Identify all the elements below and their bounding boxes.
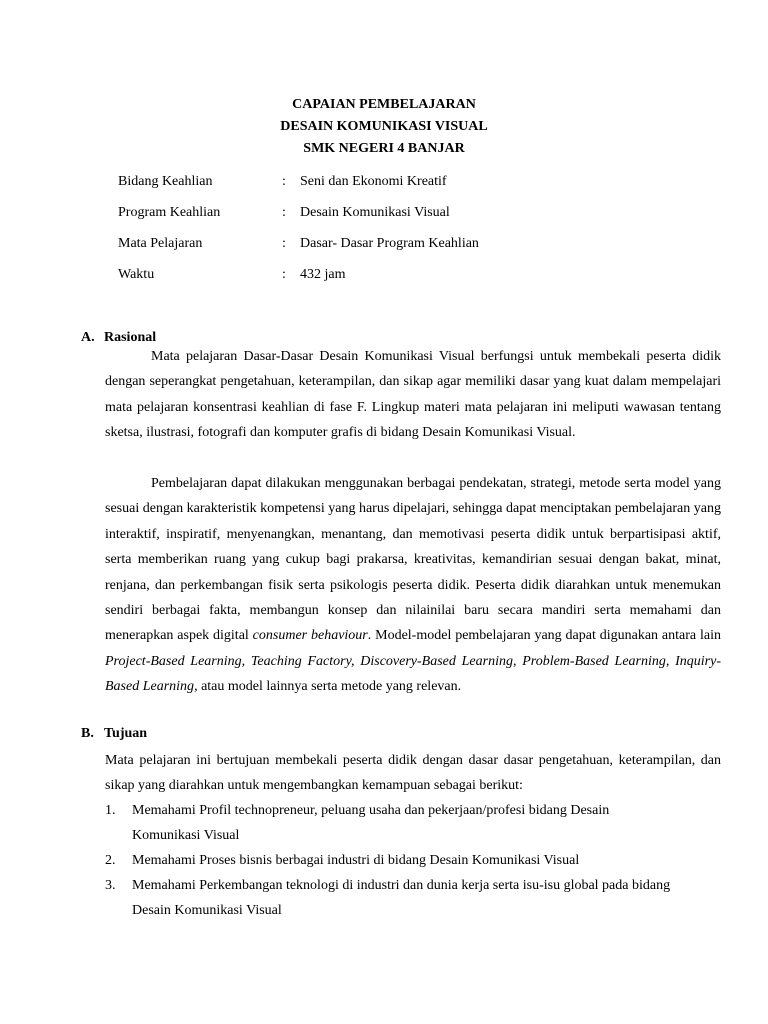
meta-colon: : (282, 267, 286, 282)
meta-table (118, 171, 678, 295)
section-title: Rasional (104, 330, 157, 345)
meta-colon: : (282, 205, 286, 220)
title-line-1: CAPAIAN PEMBELAJARAN (292, 97, 476, 112)
meta-colon: : (282, 236, 286, 251)
paragraph-text: Mata pelajaran Dasar-Dasar Desain Komunikasi Visual berfungsi untuk membekali peserta didik dengan seperangkat pengetahuan, keterampilan, dan sikap agar memiliki dasar yang kuat dalam mempelajari mata pelajaran konsentrasi keahlian di fase F. Lingkup materi mata pelajaran ini meliputi wawasan tentang sketsa, ilustrasi, fotografi dan komputer grafis di bidang Desain Komunikasi Visual. (105, 349, 721, 441)
paragraph-italic: consumer behaviour (252, 628, 368, 644)
rasional-paragraph-1 (105, 344, 721, 446)
list-text: Memahami Proses bisnis berbagai industri di bidang Desain Komunikasi Visual (132, 853, 580, 868)
document-title (0, 94, 768, 160)
section-letter: A. (81, 330, 95, 345)
list-item (105, 848, 721, 873)
title-line-2: DESAIN KOMUNIKASI VISUAL (280, 119, 488, 134)
section-title: Tujuan (104, 726, 148, 741)
list-text: Memahami Perkembangan teknologi di industri dan dunia kerja serta isu-isu global pada bidang Desain Komunikasi Visual (132, 878, 671, 918)
rasional-paragraph-2 (105, 471, 721, 700)
list-number: 2. (105, 853, 116, 868)
section-letter: B. (81, 726, 94, 741)
meta-colon: : (282, 174, 286, 189)
meta-label: Mata Pelajaran (118, 236, 203, 251)
tujuan-list (105, 798, 721, 923)
meta-value: 432 jam (300, 267, 346, 282)
list-item (105, 873, 721, 923)
meta-value: Desain Komunikasi Visual (300, 205, 450, 220)
meta-label: Bidang Keahlian (118, 174, 213, 189)
section-b-heading (81, 723, 147, 745)
paragraph-text: . Model-model pembelajaran yang dapat digunakan antara lain (367, 628, 721, 644)
paragraph-italic: Project-Based Learning, Teaching Factory, Discovery-Based Learning, Problem-Based Learning, Inquiry-Based Learning (105, 653, 721, 695)
list-text: Memahami Profil technopreneur, peluang usaha dan pekerjaan/profesi bidang Desain Komunikasi Visual (132, 803, 610, 843)
meta-row-bidang (118, 171, 678, 202)
list-number: 1. (105, 803, 116, 818)
meta-label: Program Keahlian (118, 205, 221, 220)
meta-value: Dasar- Dasar Program Keahlian (300, 236, 479, 251)
meta-row-mapel (118, 233, 678, 264)
meta-value: Seni dan Ekonomi Kreatif (300, 174, 447, 189)
paragraph-text: , atau model lainnya serta metode yang relevan. (194, 679, 462, 695)
title-line-3: SMK NEGERI 4 BANJAR (303, 141, 465, 156)
tujuan-intro (105, 748, 721, 798)
meta-row-program (118, 202, 678, 233)
list-number: 3. (105, 878, 116, 893)
list-item (105, 798, 721, 848)
paragraph-text: Pembelajaran dapat dilakukan menggunakan berbagai pendekatan, strategi, metode serta model yang sesuai dengan karakteristik kompetensi yang harus dipelajari, sehingga dapat menciptakan pembelajaran yang interaktif, inspiratif, menyenangkan, menantang, dan memotivasi peserta didik untuk berpartisipasi aktif, serta memberikan ruang yang cukup bagi prakarsa, kreativitas, kemandirian sesuai dengan bakat, minat, renjana, dan perkembangan fisik serta psikologis peserta didik. Peserta didik diarahkan untuk menemukan sendiri berbagai fakta, membangun konsep dan nilainilai baru secara mandiri serta memahami dan menerapkan aspek digital (105, 476, 721, 644)
meta-row-waktu (118, 264, 678, 295)
paragraph-text: Mata pelajaran ini bertujuan membekali peserta didik dengan dasar dasar pengetahuan, keterampilan, dan sikap yang diarahkan untuk mengembangkan kemampuan sebagai berikut: (105, 753, 721, 793)
meta-label: Waktu (118, 267, 155, 282)
